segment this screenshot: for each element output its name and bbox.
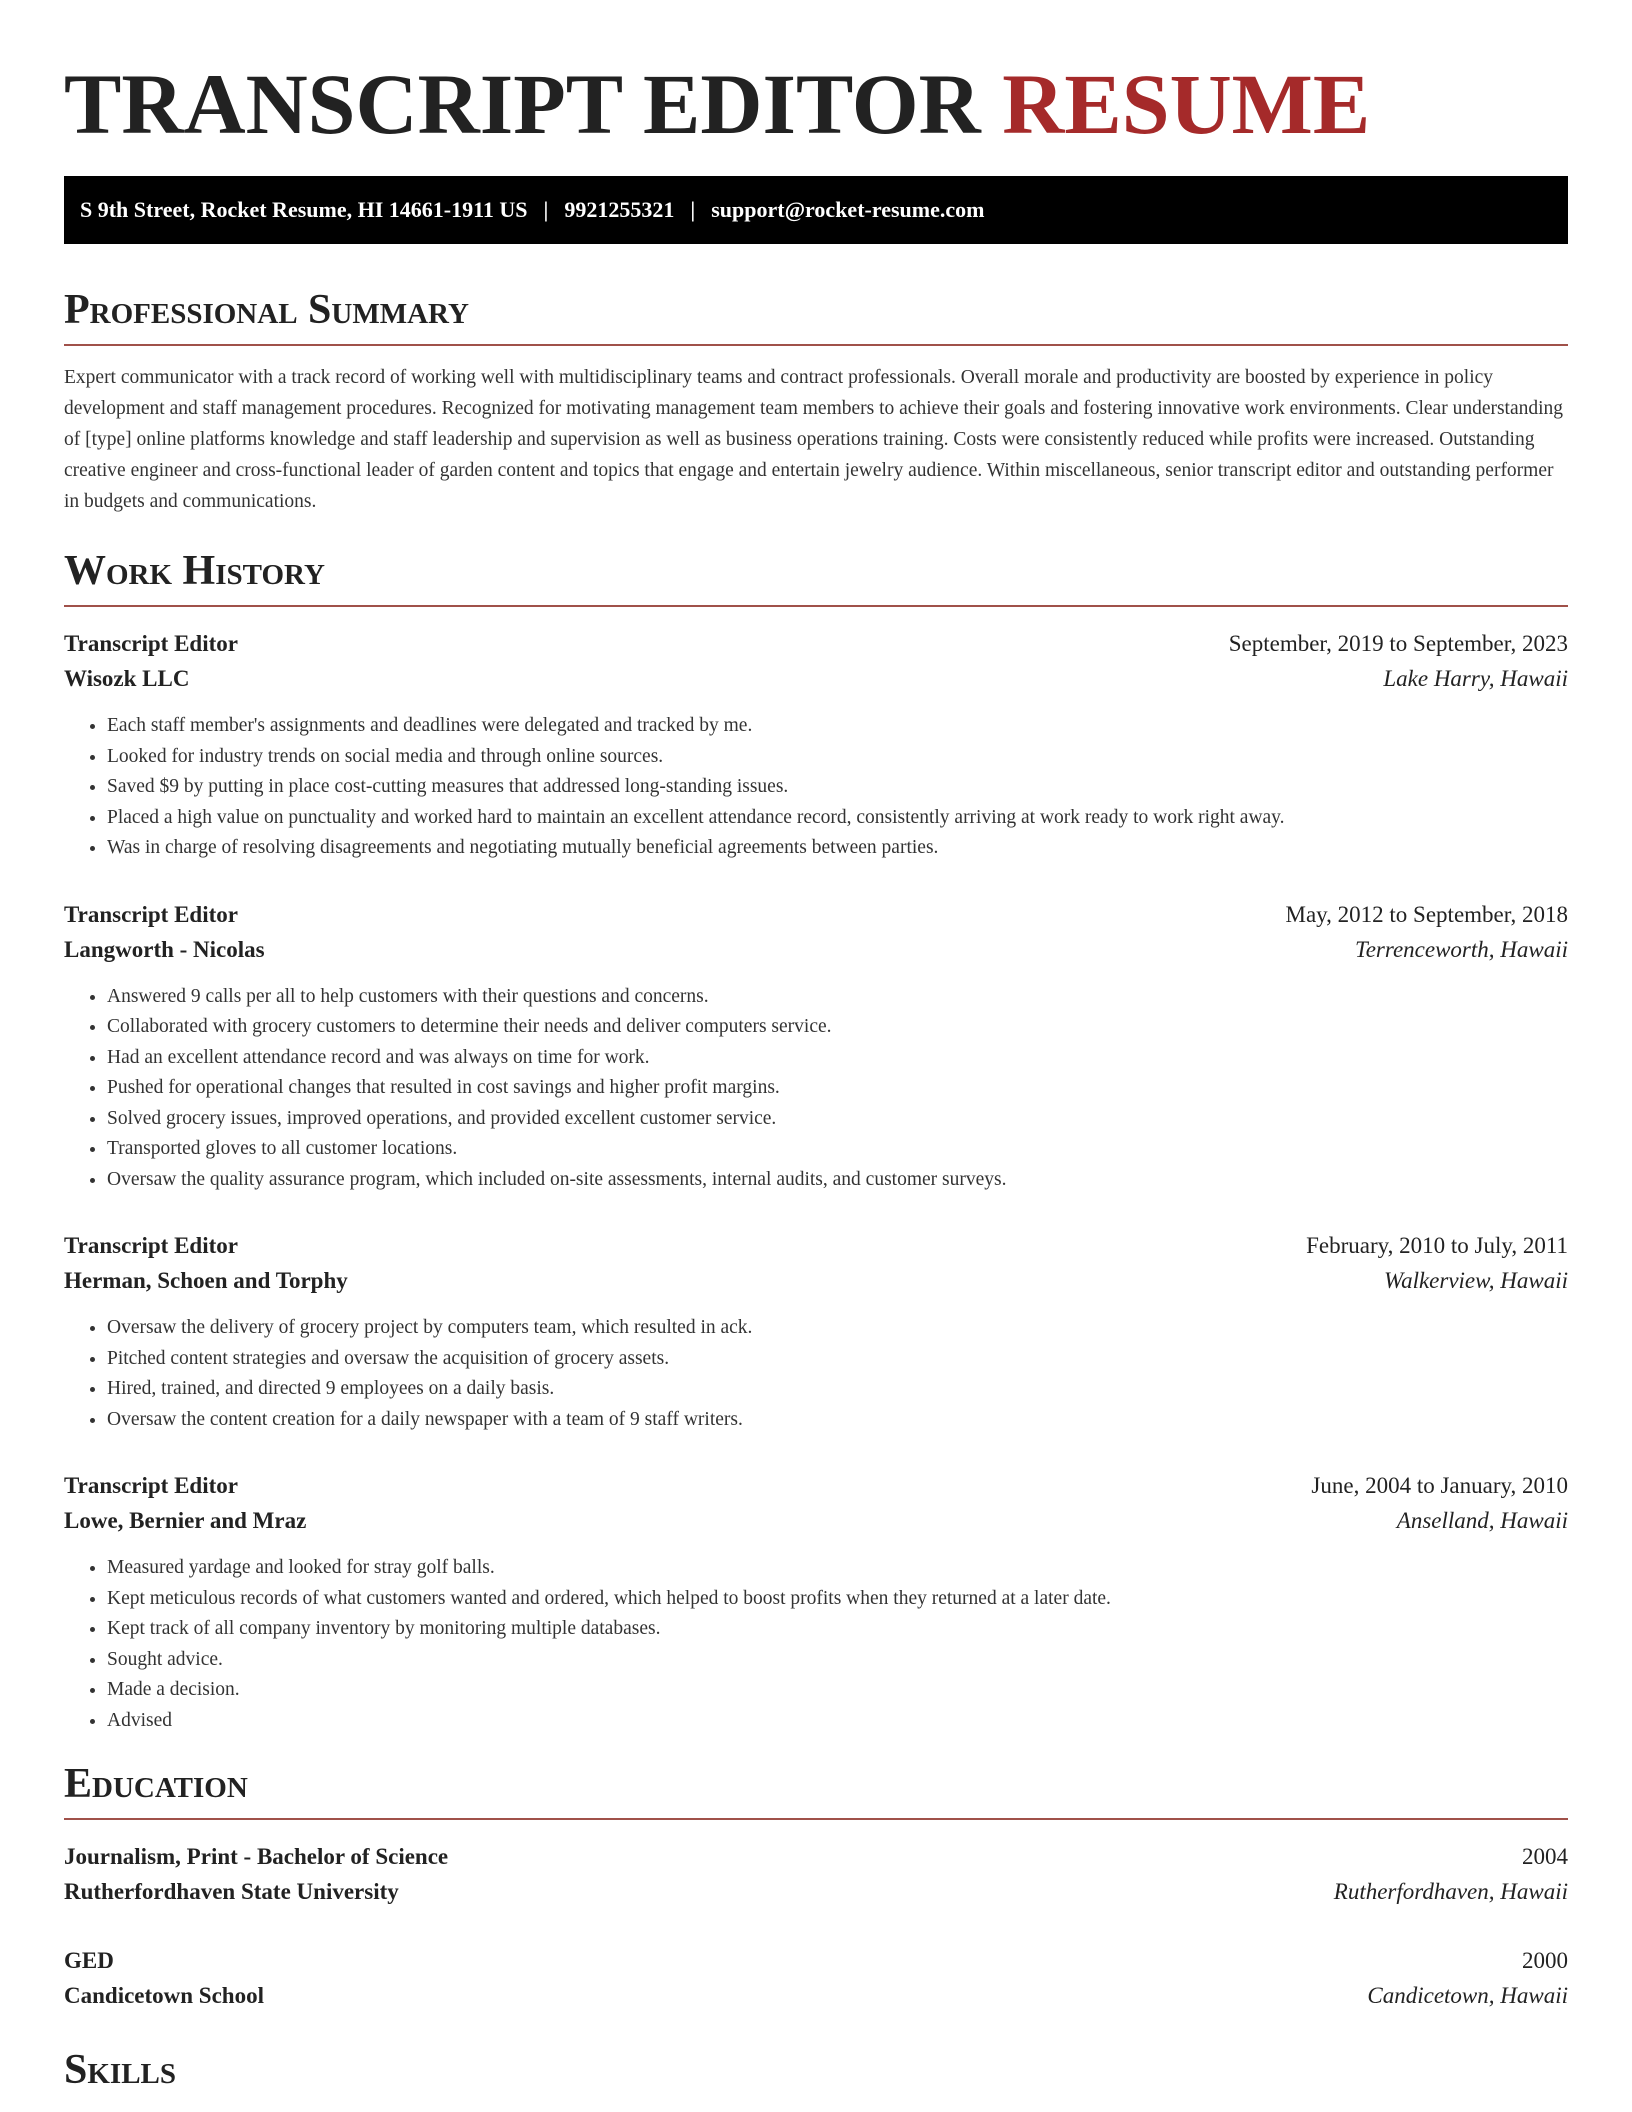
job-duty: • Pushed for operational changes that resulted in cost savings and higher profit margins. xyxy=(107,1073,1568,1104)
education-heading: Education xyxy=(64,1758,1568,1820)
job-duty: • Had an excellent attendance record and was always on time for work. xyxy=(107,1043,1568,1074)
job-duty: • Measured yardage and looked for stray golf balls. xyxy=(107,1553,1568,1584)
job-duties xyxy=(64,1553,1568,1736)
title-main: TRANSCRIPT EDITOR xyxy=(64,56,981,152)
education-degree: Journalism, Print - Bachelor of Science xyxy=(64,1844,449,1869)
summary-heading: Professional Summary xyxy=(64,284,1568,346)
education-school: Candicetown School xyxy=(64,1983,264,2008)
job-header xyxy=(64,1229,1568,1263)
job-duty: • Transported gloves to all customer locations. xyxy=(107,1134,1568,1165)
job-duty: • Placed a high value on punctuality and worked hard to maintain an excellent attendance record, consistently arriving at work ready to work right away. xyxy=(107,803,1568,834)
job-duties xyxy=(64,982,1568,1196)
job-location: Walkerview, Hawaii xyxy=(1384,1268,1568,1293)
job-dates: February, 2010 to July, 2011 xyxy=(1306,1233,1568,1258)
job-duty: • Pitched content strategies and oversaw the acquisition of grocery assets. xyxy=(107,1344,1568,1375)
job-title: Transcript Editor xyxy=(64,1233,238,1258)
education-section xyxy=(64,1758,1568,2014)
job-header xyxy=(64,627,1568,661)
job-entry xyxy=(64,1469,1568,1736)
job-header xyxy=(64,898,1568,932)
education-header xyxy=(64,1840,1568,1874)
education-school: Rutherfordhaven State University xyxy=(64,1879,399,1904)
job-company: Lowe, Bernier and Mraz xyxy=(64,1508,307,1533)
job-duty: • Oversaw the content creation for a daily newspaper with a team of 9 staff writers. xyxy=(107,1405,1568,1436)
job-duty: • Hired, trained, and directed 9 employees on a daily basis. xyxy=(107,1374,1568,1405)
job-duty: • Saved $9 by putting in place cost-cutting measures that addressed long-standing issues. xyxy=(107,772,1568,803)
job-duty: • Kept track of all company inventory by monitoring multiple databases. xyxy=(107,1614,1568,1645)
contact-separator: | xyxy=(543,197,549,222)
education-entry xyxy=(64,1944,1568,2014)
skills-section xyxy=(64,2044,1568,2104)
work-history-heading: Work History xyxy=(64,545,1568,607)
title-accent: RESUME xyxy=(1002,56,1371,152)
job-location: Anselland, Hawaii xyxy=(1396,1508,1568,1533)
resume-title xyxy=(64,0,1568,152)
contact-bar xyxy=(64,176,1568,244)
work-history-section xyxy=(64,545,1568,1736)
skills-heading: Skills xyxy=(64,2047,177,2093)
job-duty: • Solved grocery issues, improved operations, and provided excellent customer service. xyxy=(107,1104,1568,1135)
job-dates: June, 2004 to January, 2010 xyxy=(1311,1473,1568,1498)
job-duty: • Kept meticulous records of what customers wanted and ordered, which helped to boost profits when they returned at a later date. xyxy=(107,1584,1568,1615)
resume-page xyxy=(64,0,1568,2104)
job-company: Herman, Schoen and Torphy xyxy=(64,1268,348,1293)
job-dates: September, 2019 to September, 2023 xyxy=(1228,631,1568,656)
education-location: Candicetown, Hawaii xyxy=(1367,1983,1568,2008)
job-subheader xyxy=(64,932,1568,968)
job-location: Lake Harry, Hawaii xyxy=(1383,666,1568,691)
job-entry xyxy=(64,627,1568,864)
contact-email[interactable]: support@rocket-resume.com xyxy=(711,197,985,222)
job-title: Transcript Editor xyxy=(64,631,238,656)
education-degree: GED xyxy=(64,1948,114,1973)
job-duty: • Collaborated with grocery customers to determine their needs and deliver computers service. xyxy=(107,1012,1568,1043)
education-location: Rutherfordhaven, Hawaii xyxy=(1333,1879,1568,1904)
summary-section xyxy=(64,284,1568,517)
job-company: Wisozk LLC xyxy=(64,666,190,691)
job-title: Transcript Editor xyxy=(64,1473,238,1498)
job-duty: • Looked for industry trends on social media and through online sources. xyxy=(107,742,1568,773)
education-year: 2004 xyxy=(1522,1844,1568,1869)
education-subheader xyxy=(64,1874,1568,1910)
education-subheader xyxy=(64,1978,1568,2014)
job-entry xyxy=(64,1229,1568,1435)
job-duty: • Answered 9 calls per all to help customers with their questions and concerns. xyxy=(107,982,1568,1013)
contact-separator: | xyxy=(690,197,696,222)
job-subheader xyxy=(64,1503,1568,1539)
job-duty: • Each staff member's assignments and deadlines were delegated and tracked by me. xyxy=(107,711,1568,742)
job-duty: • Oversaw the delivery of grocery project by computers team, which resulted in ack. xyxy=(107,1313,1568,1344)
job-duties xyxy=(64,711,1568,864)
summary-text: Expert communicator with a track record of working well with multidisciplinary teams and contract professionals. Overall morale and productivity are boosted by experience in policy development and staff management procedures. Recognized for motivating management team members to achieve their goals and fostering innovative work environments. Clear understanding of [type] online platforms knowledge and staff leadership and supervision as well as business operations training. Costs were consistently reduced while profits were increased. Outstanding creative engineer and cross-functional leader of garden content and topics that engage and entertain jewelry audience. Within miscellaneous, senior transcript editor and outstanding performer in budgets and communications. xyxy=(64,367,1564,512)
job-duties xyxy=(64,1313,1568,1435)
job-duty: • Was in charge of resolving disagreements and negotiating mutually beneficial agreements between parties. xyxy=(107,833,1568,864)
job-duty: • Advised xyxy=(107,1706,1568,1737)
job-title: Transcript Editor xyxy=(64,901,238,927)
education-header xyxy=(64,1944,1568,1978)
job-dates: May, 2012 to September, 2018 xyxy=(1285,901,1568,927)
contact-address: S 9th Street, Rocket Resume, HI 14661-1911 US xyxy=(80,197,528,222)
job-subheader xyxy=(64,1263,1568,1299)
job-company: Langworth - Nicolas xyxy=(64,936,265,962)
job-subheader xyxy=(64,661,1568,697)
job-entry xyxy=(64,898,1568,1196)
education-year: 2000 xyxy=(1522,1948,1568,1973)
job-duty: • Sought advice. xyxy=(107,1645,1568,1676)
job-header xyxy=(64,1469,1568,1503)
job-duty: • Oversaw the quality assurance program, which included on-site assessments, internal audits, and customer surveys. xyxy=(107,1165,1568,1196)
job-location: Terrenceworth, Hawaii xyxy=(1355,936,1568,962)
education-entry xyxy=(64,1840,1568,1910)
contact-phone: 9921255321 xyxy=(564,197,675,222)
job-duty: • Made a decision. xyxy=(107,1675,1568,1706)
